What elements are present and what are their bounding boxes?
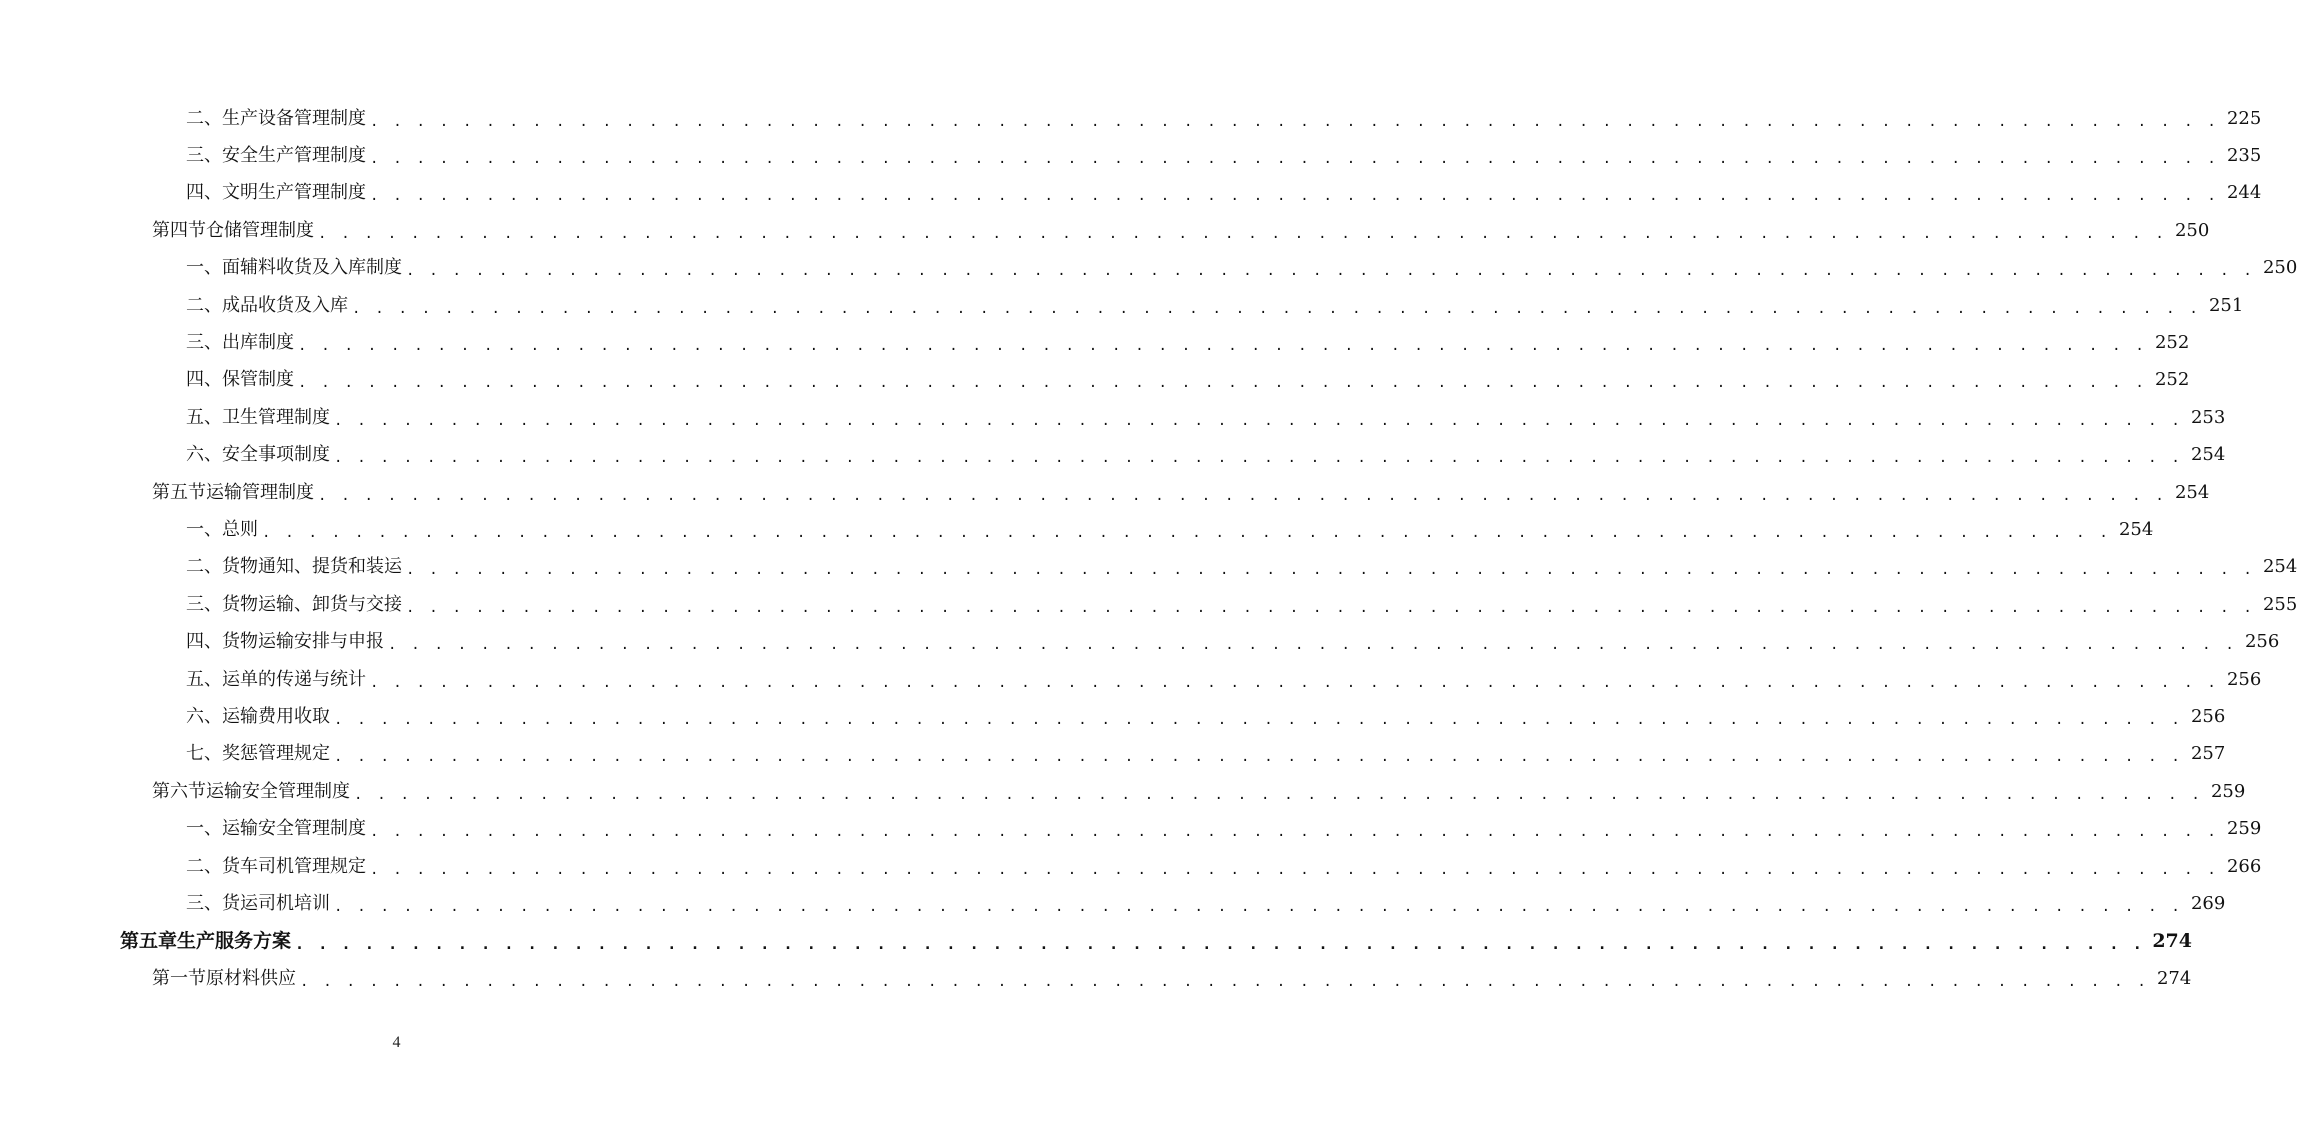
- dot-leader: . . . . . . . . . . . . . . . . . . . . . . . . . . . . . . . . . . . . . . . . . . . . . . . . . . . . . . . . . . . . . . . . . . . . . . . . . . . . . . . .: [354, 786, 2203, 803]
- toc-entry-page: 274: [2152, 929, 2192, 952]
- toc-entry-page: 257: [2190, 743, 2226, 765]
- toc-entry-item[interactable]: [0, 661, 2262, 698]
- toc-entry-title: 运输安全管理制度: [222, 818, 366, 840]
- toc-entry-title: 成品收货及入库: [222, 294, 348, 316]
- toc-entry-number: 二、: [186, 294, 222, 316]
- dot-leader: . . . . . . . . . . . . . . . . . . . . . . . . . . . . . . . . . . . . . . . . . . . . . . . . . . . . . . . . . . . . . . . . . . . . . . . . . . . . . . . .: [334, 749, 2183, 766]
- toc-entry-number: 三、: [186, 892, 222, 914]
- dot-leader: . . . . . . . . . . . . . . . . . . . . . . . . . . . . . . . . . . . . . . . . . . . . . . . . . . . . . . . . . . . . . . . . . . . . . . . . . . . . . . . .: [262, 524, 2111, 541]
- dot-leader: . . . . . . . . . . . . . . . . . . . . . . . . . . . . . . . . . . . . . . . . . . . . . . . . . . . . . . . . . . . . . . . . . . . . . . . . . . . . . . . .: [295, 934, 2145, 953]
- toc-entry-item[interactable]: [0, 885, 2226, 922]
- toc-entry-title: 运单的传递与统计: [222, 668, 366, 690]
- toc-entry-title: 货车司机管理规定: [222, 855, 366, 877]
- toc-entry-number: 一、: [186, 518, 222, 540]
- toc-entry-page: 254: [2190, 444, 2226, 466]
- toc-entry-page: 254: [2262, 556, 2297, 578]
- toc-entry-number: 二、: [186, 556, 222, 578]
- toc-entry-number: 三、: [186, 332, 222, 354]
- toc-entry-title: 安全事项制度: [222, 444, 330, 466]
- toc-entry-page: 256: [2190, 705, 2226, 727]
- toc-entry-page: 254: [2118, 518, 2154, 540]
- toc-entry-page: 244: [2226, 182, 2262, 204]
- dot-leader: . . . . . . . . . . . . . . . . . . . . . . . . . . . . . . . . . . . . . . . . . . . . . . . . . . . . . . . . . . . . . . . . . . . . . . . . . . . . . . . .: [370, 674, 2219, 691]
- toc-entry-title: 总则: [222, 518, 258, 540]
- toc-entry-title: 生产服务方案: [177, 929, 292, 952]
- toc-entry-number: 三、: [186, 593, 222, 615]
- dot-leader: . . . . . . . . . . . . . . . . . . . . . . . . . . . . . . . . . . . . . . . . . . . . . . . . . . . . . . . . . . . . . . . . . . . . . . . . . . . . . . . .: [370, 151, 2219, 168]
- toc-entry-item[interactable]: [0, 137, 2262, 174]
- toc-entry-number: 第六节: [152, 780, 206, 802]
- toc-entry-page: 254: [2174, 481, 2210, 503]
- dot-leader: . . . . . . . . . . . . . . . . . . . . . . . . . . . . . . . . . . . . . . . . . . . . . . . . . . . . . . . . . . . . . . . . . . . . . . . . . . . . . . . .: [388, 637, 2237, 654]
- toc-entry-page: 259: [2210, 780, 2246, 802]
- dot-leader: . . . . . . . . . . . . . . . . . . . . . . . . . . . . . . . . . . . . . . . . . . . . . . . . . . . . . . . . . . . . . . . . . . . . . . . . . . . . . . . .: [318, 487, 2167, 504]
- toc-entry-number: 第五节: [152, 481, 206, 503]
- toc-entry-title: 面辅料收货及入库制度: [222, 257, 402, 279]
- toc-entry-title: 货运司机培训: [222, 892, 330, 914]
- toc-entry-title: 货物运输安排与申报: [222, 631, 384, 653]
- toc-entry-page: 255: [2262, 593, 2297, 615]
- toc-entry-title: 出库制度: [222, 332, 294, 354]
- dot-leader: . . . . . . . . . . . . . . . . . . . . . . . . . . . . . . . . . . . . . . . . . . . . . . . . . . . . . . . . . . . . . . . . . . . . . . . . . . . . . . . .: [406, 562, 2255, 579]
- toc-entry-section[interactable]: [0, 212, 2210, 249]
- toc-entry-number: 二、: [186, 107, 222, 129]
- toc-entry-item[interactable]: [0, 324, 2190, 361]
- dot-leader: . . . . . . . . . . . . . . . . . . . . . . . . . . . . . . . . . . . . . . . . . . . . . . . . . . . . . . . . . . . . . . . . . . . . . . . . . . . . . . . .: [334, 711, 2183, 728]
- toc-entry-page: 256: [2244, 631, 2280, 653]
- toc-entry-number: 二、: [186, 855, 222, 877]
- toc-entry-item[interactable]: [0, 175, 2262, 212]
- toc-entry-number: 四、: [186, 369, 222, 391]
- toc-entry-page: 252: [2154, 369, 2190, 391]
- toc-entry-title: 运输费用收取: [222, 705, 330, 727]
- toc-entry-number: 第五章: [120, 929, 178, 952]
- toc-entry-title: 卫生管理制度: [222, 406, 330, 428]
- toc-entry-item[interactable]: [0, 623, 2280, 660]
- toc-entry-item[interactable]: [0, 362, 2190, 399]
- toc-entry-title: 奖惩管理规定: [222, 743, 330, 765]
- toc-entry-item[interactable]: [0, 736, 2226, 773]
- dot-leader: . . . . . . . . . . . . . . . . . . . . . . . . . . . . . . . . . . . . . . . . . . . . . . . . . . . . . . . . . . . . . . . . . . . . . . . . . . . . . . . .: [370, 113, 2219, 130]
- toc-entry-page: 266: [2226, 855, 2262, 877]
- toc-entry-item[interactable]: [0, 549, 2297, 586]
- toc-entry-number: 一、: [186, 818, 222, 840]
- dot-leader: . . . . . . . . . . . . . . . . . . . . . . . . . . . . . . . . . . . . . . . . . . . . . . . . . . . . . . . . . . . . . . . . . . . . . . . . . . . . . . . .: [352, 300, 2201, 317]
- dot-leader: . . . . . . . . . . . . . . . . . . . . . . . . . . . . . . . . . . . . . . . . . . . . . . . . . . . . . . . . . . . . . . . . . . . . . . . . . . . . . . . .: [334, 898, 2183, 915]
- toc-entry-item[interactable]: [0, 586, 2297, 623]
- toc-entry-item[interactable]: [0, 810, 2262, 847]
- toc-entry-section[interactable]: [0, 960, 2192, 997]
- toc-entry-number: 七、: [186, 743, 222, 765]
- toc-entry-item[interactable]: [0, 511, 2154, 548]
- toc-entry-number: 第四节: [152, 219, 206, 241]
- toc-entry-title: 生产设备管理制度: [222, 107, 366, 129]
- toc-entry-page: 256: [2226, 668, 2262, 690]
- toc-entry-title: 货物通知、提货和装运: [222, 556, 402, 578]
- toc-entry-title: 运输安全管理制度: [206, 780, 350, 802]
- toc-entry-number: 五、: [186, 406, 222, 428]
- toc-entry-page: 251: [2208, 294, 2244, 316]
- toc-entry-chapter[interactable]: [0, 923, 2192, 960]
- toc-entry-section[interactable]: [0, 474, 2210, 511]
- toc-entry-title: 运输管理制度: [206, 481, 314, 503]
- toc-entry-item[interactable]: [0, 437, 2226, 474]
- toc-entry-page: 235: [2226, 145, 2262, 167]
- dot-leader: . . . . . . . . . . . . . . . . . . . . . . . . . . . . . . . . . . . . . . . . . . . . . . . . . . . . . . . . . . . . . . . . . . . . . . . . . . . . . . . .: [334, 450, 2183, 467]
- toc-entry-item[interactable]: [0, 698, 2226, 735]
- toc-entry-number: 六、: [186, 444, 222, 466]
- toc-entry-number: 四、: [186, 182, 222, 204]
- dot-leader: . . . . . . . . . . . . . . . . . . . . . . . . . . . . . . . . . . . . . . . . . . . . . . . . . . . . . . . . . . . . . . . . . . . . . . . . . . . . . . . .: [298, 338, 2147, 355]
- toc-entry-title: 仓储管理制度: [206, 219, 314, 241]
- toc-entry-item[interactable]: [0, 848, 2262, 885]
- dot-leader: . . . . . . . . . . . . . . . . . . . . . . . . . . . . . . . . . . . . . . . . . . . . . . . . . . . . . . . . . . . . . . . . . . . . . . . . . . . . . . . .: [370, 861, 2219, 878]
- dot-leader: . . . . . . . . . . . . . . . . . . . . . . . . . . . . . . . . . . . . . . . . . . . . . . . . . . . . . . . . . . . . . . . . . . . . . . . . . . . . . . . .: [370, 824, 2219, 841]
- toc-entry-page: 274: [2156, 967, 2192, 989]
- toc-entry-title: 安全生产管理制度: [222, 145, 366, 167]
- toc-entry-item[interactable]: [0, 250, 2297, 287]
- toc-entry-title: 原材料供应: [206, 967, 296, 989]
- toc-entry-page: 252: [2154, 332, 2190, 354]
- page-number: 4: [392, 1034, 401, 1051]
- toc-entry-number: 第一节: [152, 967, 206, 989]
- toc-entry-page: 269: [2190, 892, 2226, 914]
- toc-entry-item[interactable]: [0, 399, 2226, 436]
- toc-entry-number: 五、: [186, 668, 222, 690]
- toc-entry-page: 225: [2226, 107, 2262, 129]
- toc-entry-page: 250: [2262, 257, 2297, 279]
- toc-entry-number: 三、: [186, 145, 222, 167]
- toc-entry-number: 一、: [186, 257, 222, 279]
- toc-entry-section[interactable]: [0, 773, 2246, 810]
- table-of-contents: [0, 100, 2297, 997]
- toc-entry-title: 货物运输、卸货与交接: [222, 593, 402, 615]
- toc-entry-number: 六、: [186, 705, 222, 727]
- dot-leader: . . . . . . . . . . . . . . . . . . . . . . . . . . . . . . . . . . . . . . . . . . . . . . . . . . . . . . . . . . . . . . . . . . . . . . . . . . . . . . . .: [318, 225, 2167, 242]
- dot-leader: . . . . . . . . . . . . . . . . . . . . . . . . . . . . . . . . . . . . . . . . . . . . . . . . . . . . . . . . . . . . . . . . . . . . . . . . . . . . . . . .: [370, 188, 2219, 205]
- toc-entry-item[interactable]: [0, 100, 2262, 137]
- toc-entry-title: 文明生产管理制度: [222, 182, 366, 204]
- dot-leader: . . . . . . . . . . . . . . . . . . . . . . . . . . . . . . . . . . . . . . . . . . . . . . . . . . . . . . . . . . . . . . . . . . . . . . . . . . . . . . . .: [300, 973, 2149, 990]
- dot-leader: . . . . . . . . . . . . . . . . . . . . . . . . . . . . . . . . . . . . . . . . . . . . . . . . . . . . . . . . . . . . . . . . . . . . . . . . . . . . . . . .: [298, 375, 2147, 392]
- toc-entry-page: 250: [2174, 219, 2210, 241]
- toc-entry-title: 保管制度: [222, 369, 294, 391]
- toc-entry-page: 253: [2190, 406, 2226, 428]
- dot-leader: . . . . . . . . . . . . . . . . . . . . . . . . . . . . . . . . . . . . . . . . . . . . . . . . . . . . . . . . . . . . . . . . . . . . . . . . . . . . . . . .: [334, 412, 2183, 429]
- toc-entry-item[interactable]: [0, 287, 2244, 324]
- dot-leader: . . . . . . . . . . . . . . . . . . . . . . . . . . . . . . . . . . . . . . . . . . . . . . . . . . . . . . . . . . . . . . . . . . . . . . . . . . . . . . . .: [406, 599, 2255, 616]
- toc-entry-number: 四、: [186, 631, 222, 653]
- toc-entry-page: 259: [2226, 818, 2262, 840]
- dot-leader: . . . . . . . . . . . . . . . . . . . . . . . . . . . . . . . . . . . . . . . . . . . . . . . . . . . . . . . . . . . . . . . . . . . . . . . . . . . . . . . .: [406, 263, 2255, 280]
